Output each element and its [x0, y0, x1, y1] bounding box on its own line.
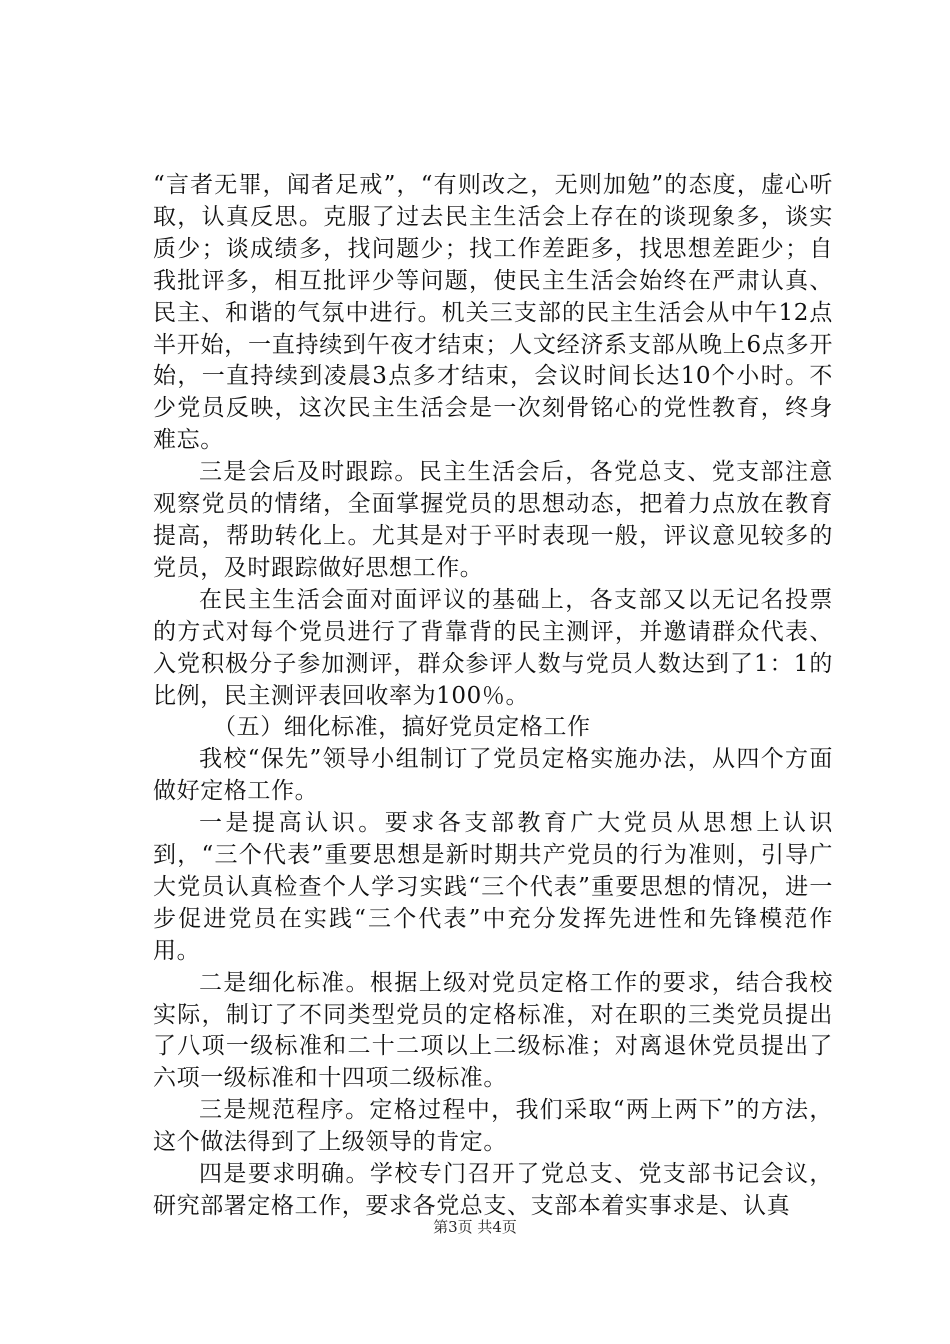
- paragraph-implementation-plan: 我校“保先”领导小组制订了党员定格实施办法，从四个方面做好定格工作。: [153, 746, 833, 805]
- paragraph-clear-requirements: 四是要求明确。学校专门召开了党总支、党支部书记会议，研究部署定格工作，要求各党总支、支部本着实事求是、认真: [153, 1161, 833, 1219]
- paragraph-standardize-procedure: 三是规范程序。定格过程中，我们采取“两上两下”的方法，这个做法得到了上级领导的肯定。: [153, 1097, 833, 1156]
- paragraph-democratic-evaluation: 在民主生活会面对面评议的基础上，各支部又以无记名投票的方式对每个党员进行了背靠背的民主测评，并邀请群众代表、入党积极分子参加测评，群众参评人数与党员人数达到了1：1的比例，民主测评表回收率为100％。: [153, 586, 833, 709]
- paragraph-continuation: “言者无罪，闻者足戒”，“有则改之，无则加勉”的态度，虚心听取，认真反思。克服了过去民主生活会上存在的谈现象多，谈实质少；谈成绩多，找问题少；找工作差距多，找思想差距少；自我批评多，相互批评少等问题，使民主生活会始终在严肃认真、民主、和谐的气氛中进行。机关三支部的民主生活会从中午12点半开始，一直持续到午夜才结束；人文经济系支部从晚上6点多开始，一直持续到凌晨3点多才结束，会议时间长达10个小时。不少党员反映，这次民主生活会是一次刻骨铭心的党性教育，终身难忘。: [153, 172, 833, 454]
- paragraph-raise-awareness: 一是提高认识。要求各支部教育广大党员从思想上认识到，“三个代表”重要思想是新时期共产党员的行为准则，引导广大党员认真检查个人学习实践“三个代表”重要思想的情况，进一步促进党员在实践“三个代表”中充分发挥先进性和先锋模范作用。: [153, 810, 833, 964]
- section-heading: （五）细化标准，搞好党员定格工作: [213, 714, 591, 741]
- paragraph-refine-standards: 二是细化标准。根据上级对党员定格工作的要求，结合我校实际，制订了不同类型党员的定格标准，对在职的三类党员提出了八项一级标准和二十二项以上二级标准；对离退休党员提出了六项一级标准和十四项二级标准。: [153, 969, 833, 1092]
- document-body: [153, 170, 833, 1223]
- paragraph-follow-up: 三是会后及时跟踪。民主生活会后，各党总支、党支部注意观察党员的情绪，全面掌握党员的思想动态，把着力点放在教育提高，帮助转化上。尤其是对于平时表现一般，评议意见较多的党员，及时跟踪做好思想工作。: [153, 459, 833, 581]
- page-footer: 第3页 共4页: [433, 1218, 517, 1236]
